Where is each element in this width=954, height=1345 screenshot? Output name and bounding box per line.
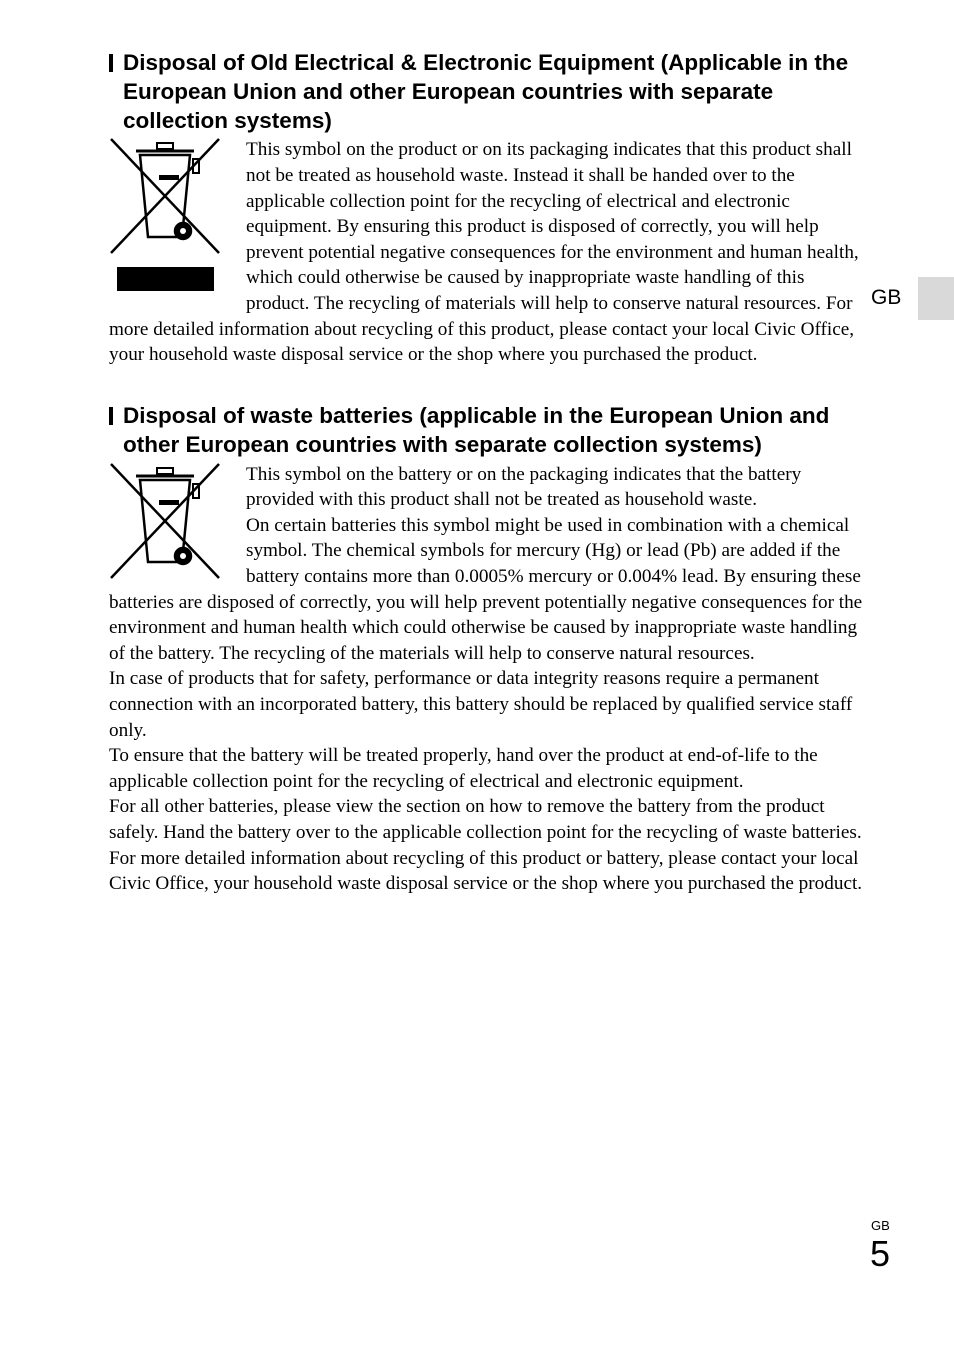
heading-marker-icon xyxy=(109,54,113,72)
black-bar-mark xyxy=(117,267,214,291)
page-number: 5 xyxy=(870,1233,891,1274)
paragraph: For more detailed information about recycling of this product or battery, please contact your local Civic Office, your household waste disposal service or the shop where you purchased the product. xyxy=(109,847,863,895)
section-equipment-disposal xyxy=(109,49,864,368)
heading-marker-icon xyxy=(109,407,113,425)
section-heading xyxy=(109,402,864,460)
side-tab xyxy=(918,277,954,320)
crossed-bin-icon xyxy=(109,462,221,580)
battery-symbol xyxy=(109,462,246,580)
side-tab-label: GB xyxy=(871,286,902,309)
paragraph: To ensure that the battery will be treated properly, hand over the product at end-of-life to the applicable collection point for the recycling of electrical and electronic equipment. xyxy=(109,745,818,792)
section-body xyxy=(109,462,864,897)
paragraph: This symbol on the battery or on the packaging indicates that the battery provided with this product shall not be treated as household waste. xyxy=(246,463,802,511)
section-heading-text: Disposal of waste batteries (applicable in the European Union and other European countries with separate collection systems) xyxy=(123,403,830,457)
paragraph: In case of products that for safety, performance or data integrity reasons require a permanent connection with an incorporated battery, this battery should be replaced by qualified service staff only. xyxy=(109,668,853,741)
section-body xyxy=(109,137,864,367)
section-heading-text: Disposal of Old Electrical & Electronic Equipment (Applicable in the European Union and other European countries with separate collection systems) xyxy=(123,50,849,133)
crossed-bin-icon xyxy=(109,137,221,255)
section-heading xyxy=(109,49,864,135)
section-battery-disposal xyxy=(109,402,864,897)
paragraph: On certain batteries this symbol might be used in combination with a chemical symbol. The chemical symbols for mercury (Hg) or lead (Pb) are added if the battery contains more than 0.0005% mercury or 0.004% lead. By ensuring these batteries are disposed of correctly, you will help prevent potentially negative consequences for the environment and human health which could otherwise be caused by inappropriate waste handling of the battery. The recycling of the materials will help to conserve natural resources. xyxy=(109,514,863,664)
weee-symbol xyxy=(109,137,246,291)
page-region-label: GB xyxy=(871,1218,890,1233)
paragraph: This symbol on the product or on its packaging indicates that this product shall not be treated as household waste. Instead it shall be handed over to the applicable collection point for the recycling of electrical and electronic equipment. By ensuring this product is disposed of correctly, you will help prevent potential negative consequences for the environment and human health, which could otherwise be caused by inappropriate waste handling of this product. The recycling of materials will help to conserve natural resources. For more detailed information about recycling of this product, please contact your local Civic Office, your household waste disposal service or the shop where you purchased the product. xyxy=(109,139,859,366)
paragraph: For all other batteries, please view the section on how to remove the battery from the product safely. Hand the battery over to the applicable collection point for the recycling of waste batteries. xyxy=(109,796,862,843)
